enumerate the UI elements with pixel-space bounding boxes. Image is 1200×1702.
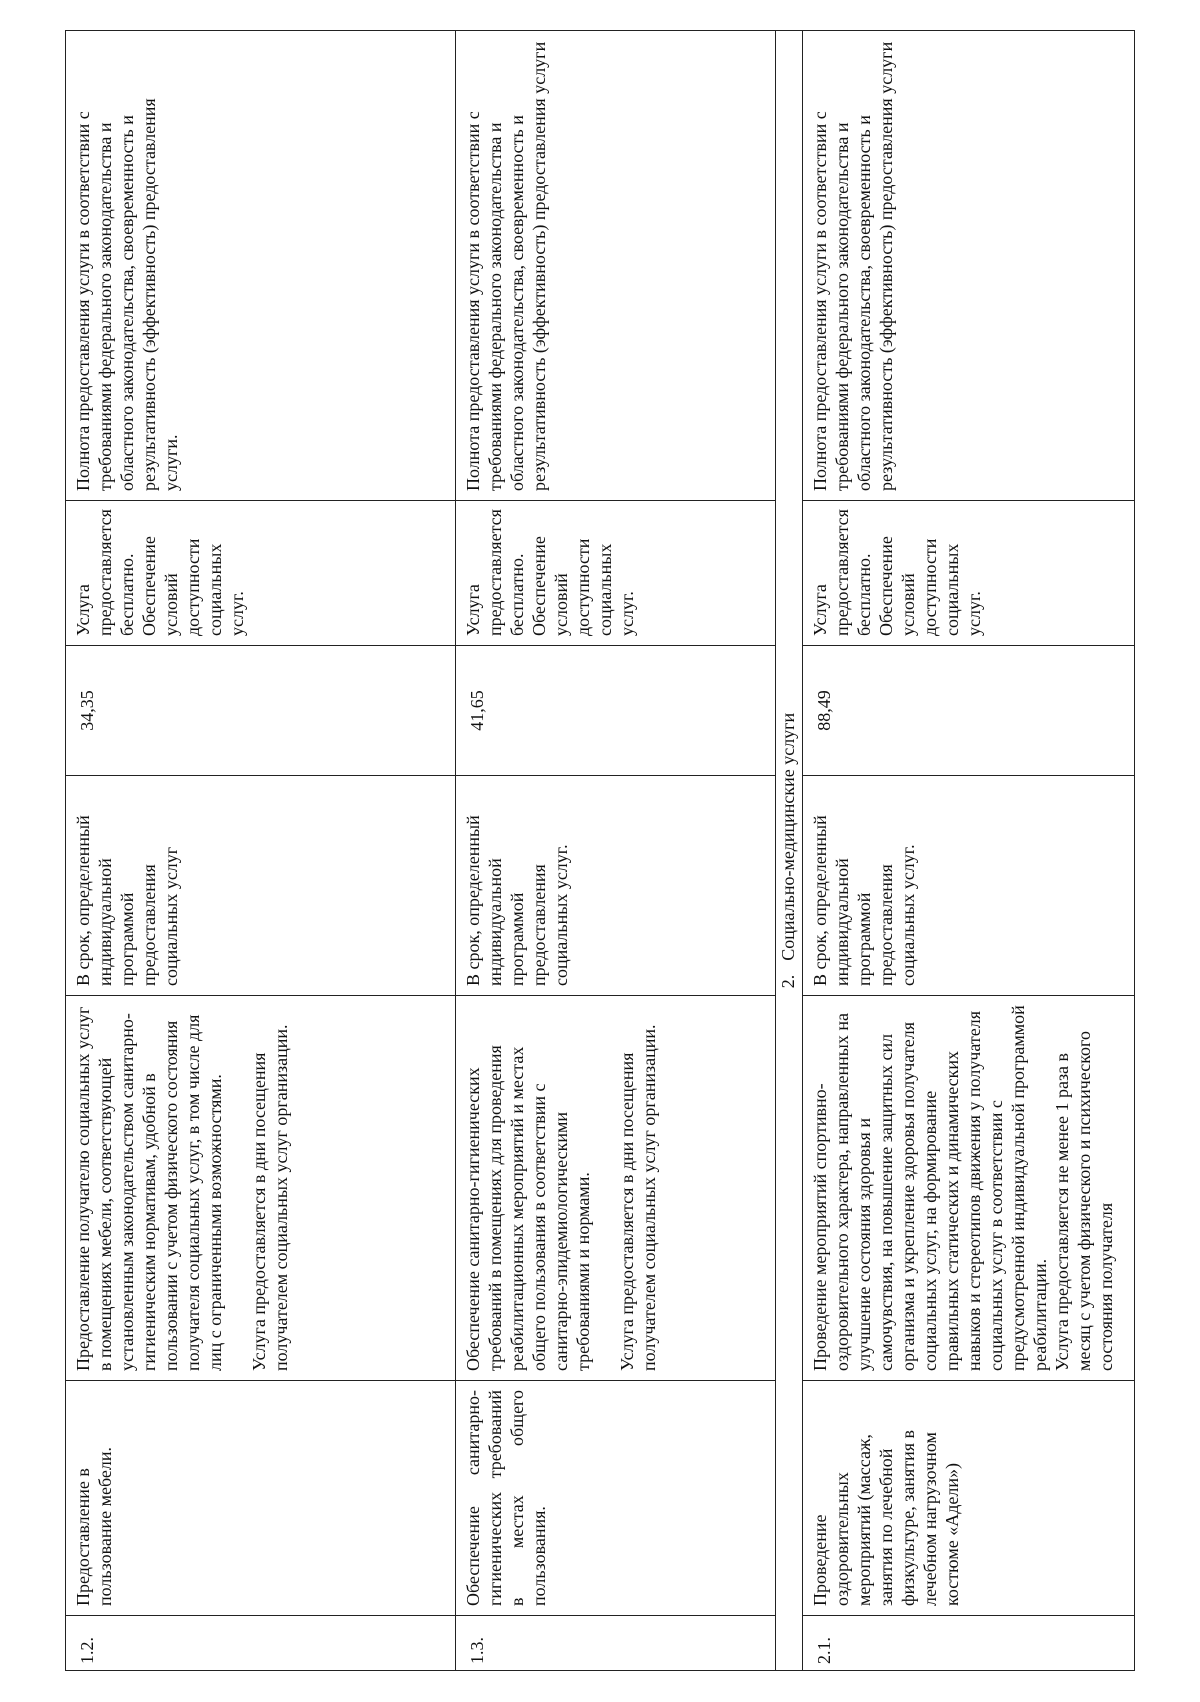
row-number: 2.1.: [803, 1616, 1135, 1671]
conditions-access: Обеспечение условий доступности социальных услуг.: [139, 536, 247, 636]
service-term: В срок, определенный индивидуальной программой предоставления социальных услуг.: [803, 776, 1135, 996]
frequency-text: Услуга предоставляется в дни посещения получателем социальных услуг организации.: [249, 1024, 291, 1371]
service-term: В срок, определенный индивидуальной программой предоставления социальных услуг: [66, 776, 456, 996]
service-name: Обеспечение санитарно-гигиенических требований в местах общего пользования.: [456, 1381, 776, 1616]
section-header-row: [776, 31, 803, 1671]
service-conditions: [456, 501, 776, 646]
row-number: 1.3.: [456, 1616, 776, 1671]
conditions-free: Услуга предоставляется бесплатно.: [463, 509, 527, 636]
service-description: [803, 996, 1135, 1381]
service-price: 34,35: [66, 646, 456, 776]
conditions-free: Услуга предоставляется бесплатно.: [810, 509, 874, 636]
service-quality: Полнота предоставления услуги в соответствии с требованиями федерального законодательства и областного законодательства, своевременность и результативность (эффективность) предоставления услуги: [456, 31, 776, 501]
service-description: [456, 996, 776, 1381]
conditions-access: Обеспечение условий доступности социальных услуг.: [876, 536, 984, 636]
description-text: Обеспечение санитарно-гигиенических требований в помещениях для проведения реабилитационных мероприятий и местах общего пользования в соответствии с санитарно-эпидемиологическими требованиями и нормами.: [463, 1045, 593, 1371]
service-price: 41,65: [456, 646, 776, 776]
table-row: [66, 31, 456, 1671]
description-text: Предоставление получателю социальных услуг в помещениях мебели, соответствующей установленным законодательством санитарно-гигиеническим нормативам, удобной в пользовании с учетом физического состояния получателя социальных услуг, в том числе для лиц с ограниченными возможностями.: [73, 1006, 225, 1371]
rotated-page: [65, 31, 1135, 1671]
service-conditions: [66, 501, 456, 646]
section-header: [776, 31, 803, 1671]
frequency-text: Услуга предоставляется не менее 1 раза в месяц с учетом физического и психического состояния получателя: [1052, 1031, 1116, 1371]
row-number: 1.2.: [66, 1616, 456, 1671]
service-term: В срок, определенный индивидуальной программой предоставления социальных услуг.: [456, 776, 776, 996]
service-name: Проведение оздоровительных мероприятий (массаж, занятия по лечебной физкультуре, занятия в лечебном нагрузочном костюме «Адели»): [803, 1381, 1135, 1616]
section-number: 2.: [778, 974, 798, 989]
conditions-access: Обеспечение условий доступности социальных услуг.: [529, 536, 637, 636]
services-table: [65, 30, 1135, 1671]
service-name: Предоставление в пользование мебели.: [66, 1381, 456, 1616]
description-text: Проведение мероприятий спортивно-оздоровительного характера, направленных на улучшение состояния здоровья и самочувствия, на повышение защитных сил организма и укрепление здоровья получателя социальных услуг, на формирование правильных статических и динамических навыков и стереотипов движения у получателя социальных услуг в соответствии с предусмотренной индивидуальной программой реабилитации.: [810, 1005, 1050, 1371]
table-row: [456, 31, 776, 1671]
table-row: [803, 31, 1135, 1671]
service-price: 88,49: [803, 646, 1135, 776]
frequency-text: Услуга предоставляется в дни посещения получателем социальных услуг организации.: [617, 1024, 659, 1371]
section-title: Социально-медицинские услуги: [778, 712, 798, 961]
service-conditions: [803, 501, 1135, 646]
service-quality: Полнота предоставления услуги в соответствии с требованиями федерального законодательства и областного законодательства, своевременность и результативность (эффективность) предоставления услуги.: [66, 31, 456, 501]
conditions-free: Услуга предоставляется бесплатно.: [73, 509, 137, 636]
service-quality: Полнота предоставления услуги в соответствии с требованиями федерального законодательства и областного законодательства, своевременность и результативность (эффективность) предоставления услуги: [803, 31, 1135, 501]
service-description: [66, 996, 456, 1381]
